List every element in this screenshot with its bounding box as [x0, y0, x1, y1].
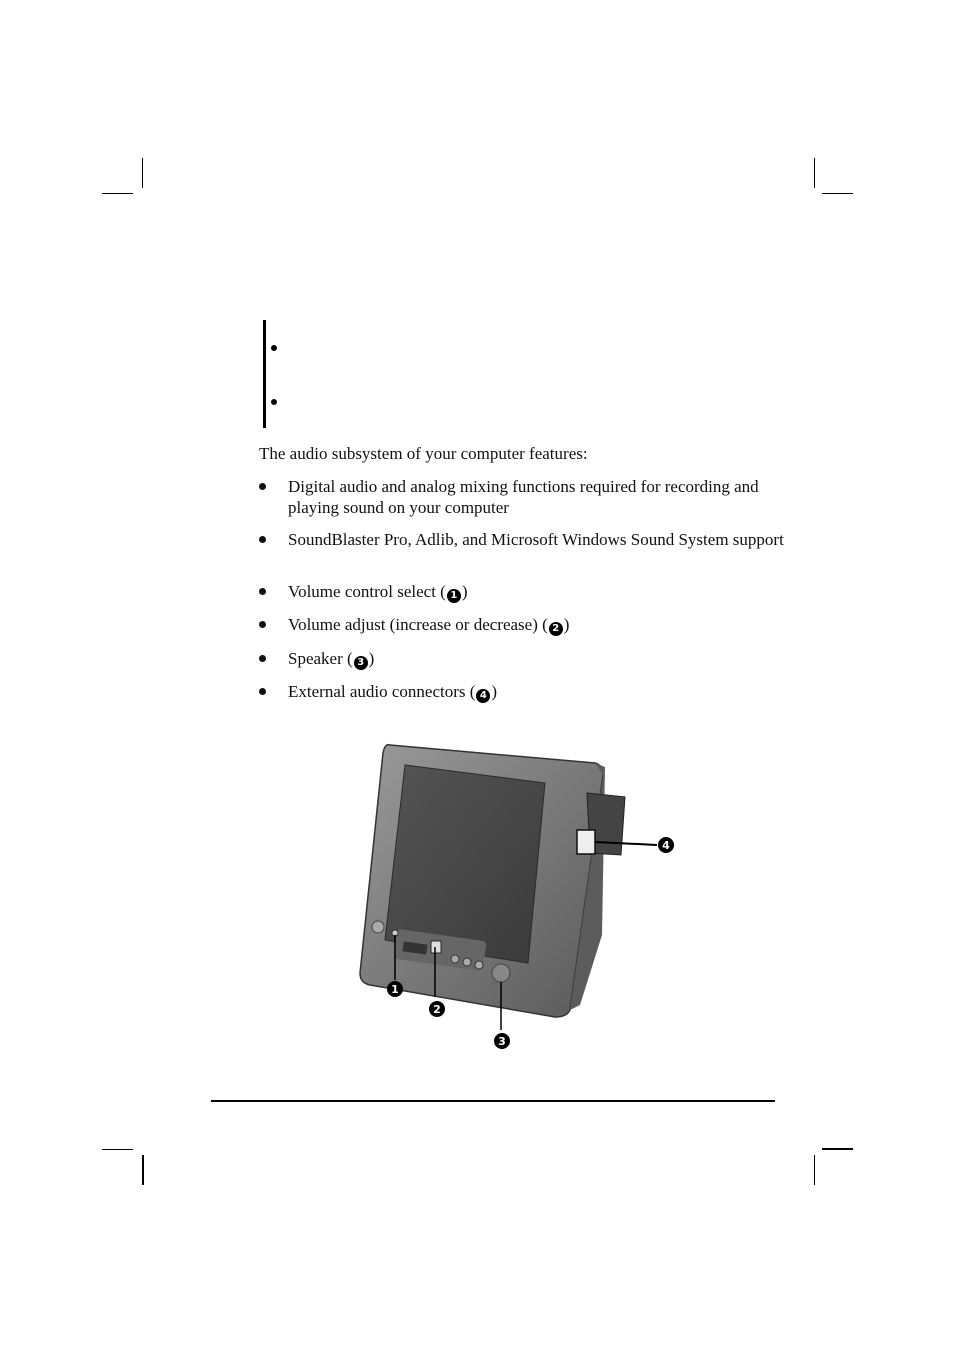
bullet-icon: [259, 621, 266, 628]
svg-text:2: 2: [433, 1003, 441, 1016]
list-item-text: Speaker ( 3 ): [288, 649, 375, 668]
callout-number-icon: 4: [476, 689, 490, 703]
callout-3-icon: [494, 1033, 510, 1049]
list-item-text: Volume control select ( 1 ): [288, 582, 468, 601]
crop-mark-br-v: [814, 1155, 815, 1185]
svg-text:3: 3: [498, 1035, 506, 1048]
bullet-icon: [259, 688, 266, 695]
list-item: [259, 581, 789, 603]
note-bar: [263, 320, 266, 428]
crop-mark-tl-h: [102, 193, 133, 194]
bullet-icon: [259, 588, 266, 595]
speaker-grille: [492, 964, 510, 982]
list-item-text: SoundBlaster Pro, Adlib, and Microsoft Windows Sound System support: [288, 530, 784, 549]
svg-text:4: 4: [662, 839, 670, 852]
list-item: [259, 529, 789, 550]
crop-mark-tr-v: [814, 158, 815, 188]
list-item: [259, 476, 789, 518]
crop-mark-br-h: [822, 1148, 853, 1150]
intro-text: The audio subsystem of your computer features:: [259, 444, 588, 463]
crop-mark-bl-h: [102, 1149, 133, 1150]
list-item: [259, 681, 789, 703]
bullet-icon: [259, 483, 266, 490]
crop-mark-tr-h: [822, 193, 853, 194]
list-item-text: External audio connectors ( 4 ): [288, 682, 498, 701]
note-bullet: [271, 399, 277, 405]
callout-1-icon: [387, 981, 403, 997]
bullet-icon: [259, 655, 266, 662]
list-item-text: Digital audio and analog mixing functions required for recording and playing sound on your computer: [288, 477, 759, 517]
list-item: [259, 648, 789, 670]
callout-number-icon: 1: [447, 589, 461, 603]
callout-2-icon: [429, 1001, 445, 1017]
crop-mark-bl-v: [142, 1155, 144, 1185]
tablet-figure: [355, 735, 685, 1055]
footer-rule: [211, 1100, 775, 1102]
svg-text:1: 1: [391, 983, 399, 996]
callout-number-icon: 3: [354, 656, 368, 670]
note-bullet: [271, 345, 277, 351]
crop-mark-tl-v: [142, 158, 143, 188]
list-item-text: Volume adjust (increase or decrease) ( 2 ): [288, 615, 570, 634]
bullet-icon: [259, 536, 266, 543]
list-item: [259, 614, 789, 636]
tablet-illustration: [355, 735, 685, 1055]
callout-4-icon: [658, 837, 674, 853]
callout-number-icon: 2: [549, 622, 563, 636]
